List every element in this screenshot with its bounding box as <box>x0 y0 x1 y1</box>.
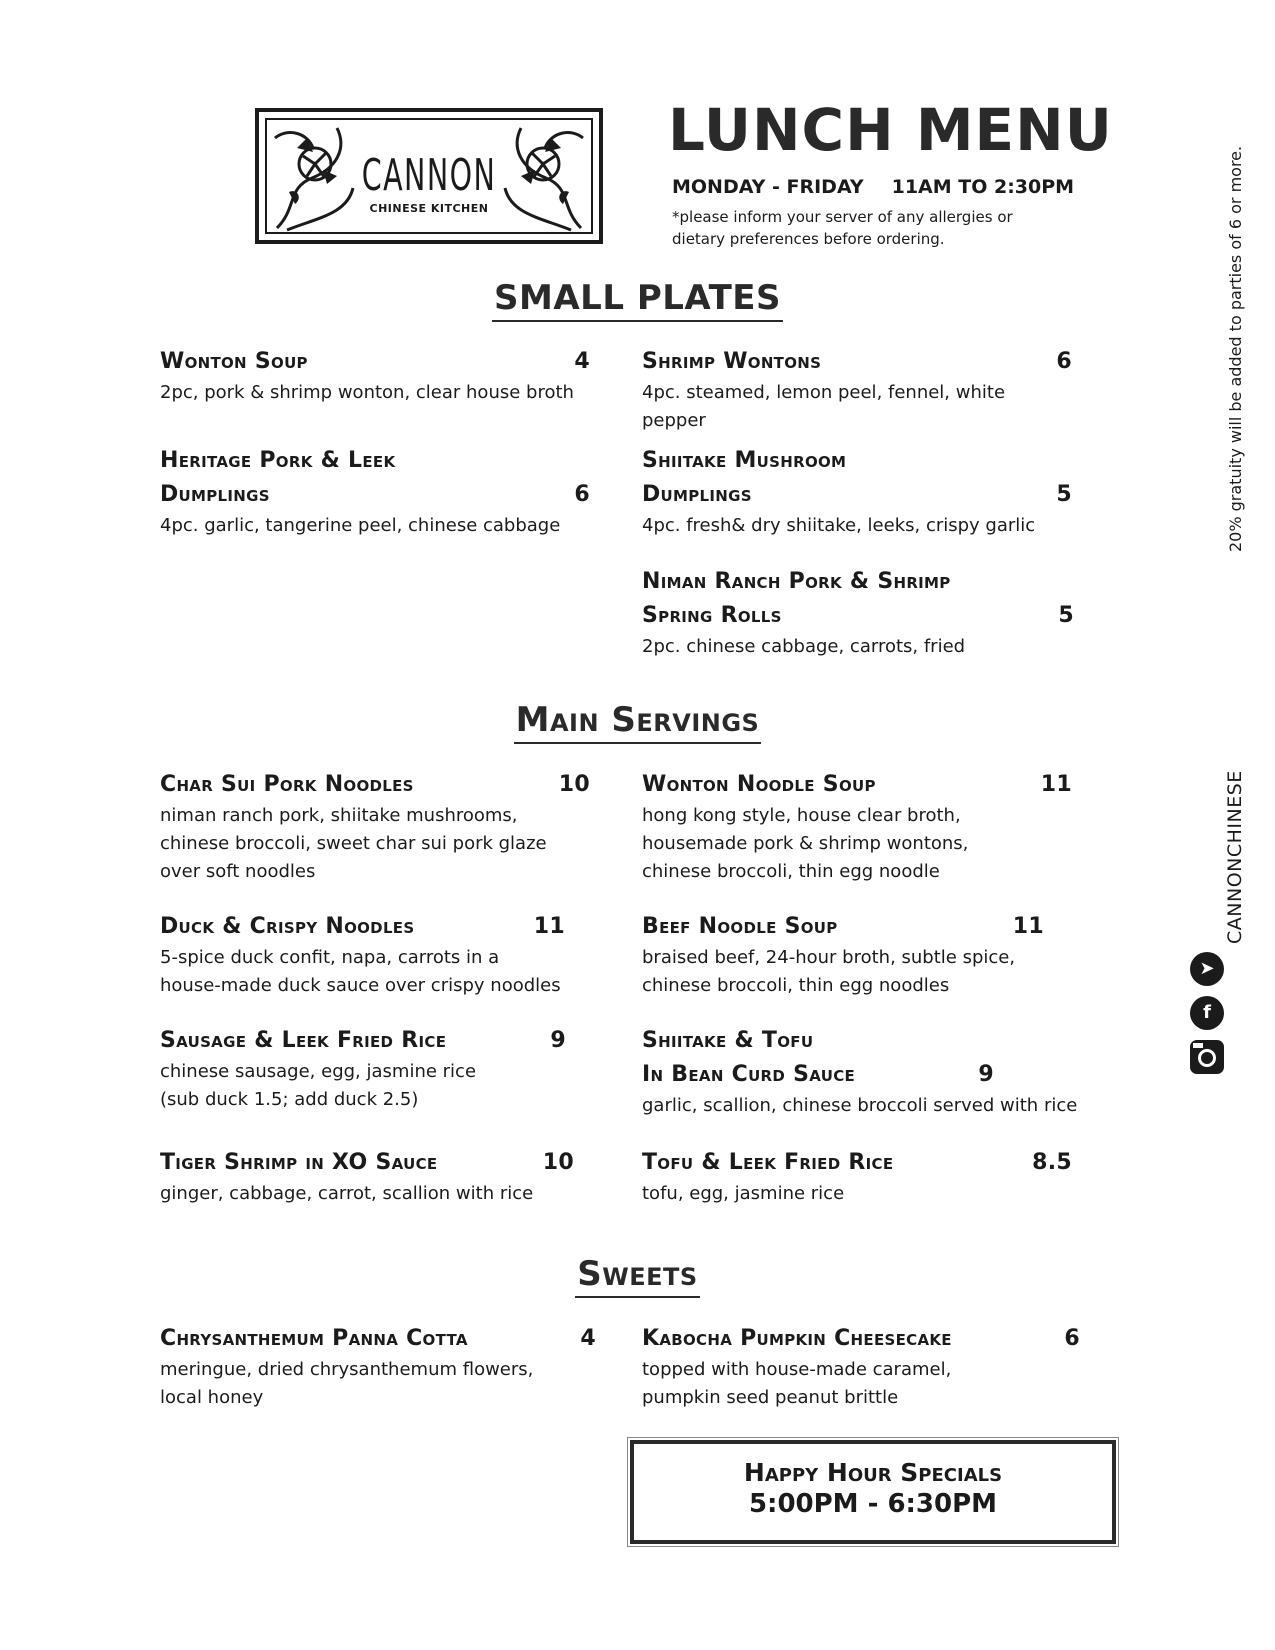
menu-item <box>642 910 1044 1000</box>
item-name: Shiitake Mushroom Dumplings <box>642 448 847 507</box>
item-name: Wonton Soup <box>160 349 308 374</box>
item-price: 9 <box>550 1028 566 1053</box>
item-description: 2pc, pork & shrimp wonton, clear house broth <box>160 382 574 403</box>
item-description: 2pc. chinese cabbage, carrots, fried <box>642 636 966 657</box>
item-price: 6 <box>1056 349 1072 374</box>
item-price: 11 <box>533 914 565 939</box>
happy-hour-title: Happy Hour Specials <box>743 1458 1003 1487</box>
item-price: 8.5 <box>1032 1150 1072 1175</box>
item-name: Beef Noodle Soup <box>642 914 838 939</box>
item-price: 6 <box>574 482 590 507</box>
item-price: 10 <box>558 772 590 797</box>
menu-item <box>160 768 590 886</box>
menu-item <box>160 1024 566 1114</box>
item-description: 4pc. fresh& dry shiitake, leeks, crispy garlic <box>642 515 1036 536</box>
logo-name: CANNON <box>361 150 497 201</box>
item-price: 5 <box>1056 482 1072 507</box>
item-description: tofu, egg, jasmine rice <box>642 1183 845 1204</box>
item-price: 11 <box>1040 772 1072 797</box>
section-title-sweets: Sweets <box>0 1254 1275 1298</box>
item-description: hong kong style, house clear broth, housemade pork & shrimp wontons, chinese broccoli, thin egg noodle <box>642 805 969 882</box>
service-days: MONDAY - FRIDAY <box>672 176 864 198</box>
menu-item <box>642 345 1072 435</box>
allergy-note: *please inform your server of any allergies or dietary preferences before ordering. <box>672 208 1013 248</box>
item-description: 5-spice duck confit, napa, carrots in a house-made duck sauce over crispy noodles <box>160 947 561 996</box>
item-price: 9 <box>978 1062 994 1087</box>
item-price: 10 <box>542 1150 574 1175</box>
facebook-icon: f <box>1190 996 1224 1030</box>
menu-item <box>160 1146 574 1208</box>
item-description: ginger, cabbage, carrot, scallion with rice <box>160 1183 534 1204</box>
item-price: 5 <box>1058 603 1074 628</box>
menu-item <box>160 1322 596 1412</box>
item-name: Duck & Crispy Noodles <box>160 914 415 939</box>
service-hours <box>672 176 1074 198</box>
item-name: Heritage Pork & Leek Dumplings <box>160 448 396 507</box>
gratuity-note: 20% gratuity will be added to parties of 6 or more. <box>1226 145 1245 552</box>
item-name: Tofu & Leek Fried Rice <box>642 1150 894 1175</box>
item-description: garlic, scallion, chinese broccoli served with rice <box>642 1095 1078 1116</box>
section-title-main-servings: Main Servings <box>0 700 1275 744</box>
item-name: Wonton Noodle Soup <box>642 772 876 797</box>
item-price: 6 <box>1064 1326 1080 1351</box>
item-description: braised beef, 24-hour broth, subtle spice, chinese broccoli, thin egg noodles <box>642 947 1016 996</box>
happy-hour-box <box>630 1440 1116 1544</box>
item-description: meringue, dried chrysanthemum flowers, local honey <box>160 1359 534 1408</box>
restaurant-logo <box>255 108 603 244</box>
instagram-icon <box>1190 1040 1224 1074</box>
twitter-icon: ➤ <box>1190 952 1224 986</box>
item-name: Shiitake & Tofu In Bean Curd Sauce <box>642 1028 856 1087</box>
item-description: 4pc. steamed, lemon peel, fennel, white pepper <box>642 382 1006 431</box>
menu-item <box>160 345 590 407</box>
menu-item <box>642 565 1074 661</box>
item-description: topped with house-made caramel, pumpkin seed peanut brittle <box>642 1359 952 1408</box>
item-name: Niman Ranch Pork & Shrimp Spring Rolls <box>642 569 951 628</box>
item-price: 4 <box>574 349 590 374</box>
item-name: Tiger Shrimp in XO Sauce <box>160 1150 438 1175</box>
menu-title: LUNCH MENU <box>668 96 1113 164</box>
item-description: chinese sausage, egg, jasmine rice (sub duck 1.5; add duck 2.5) <box>160 1061 477 1110</box>
menu-item <box>642 1322 1080 1412</box>
social-handle: CANNONCHINESE <box>1224 770 1246 944</box>
service-time: 11AM TO 2:30PM <box>891 176 1075 198</box>
item-description: 4pc. garlic, tangerine peel, chinese cabbage <box>160 515 561 536</box>
item-name: Char Sui Pork Noodles <box>160 772 414 797</box>
menu-item <box>160 910 565 1000</box>
menu-item <box>642 768 1072 886</box>
logo-subtitle: CHINESE KITCHEN <box>369 202 489 215</box>
menu-item <box>642 444 1072 540</box>
item-name: Shrimp Wontons <box>642 349 822 374</box>
happy-hour-time: 5:00PM - 6:30PM <box>748 1489 998 1519</box>
item-name: Kabocha Pumpkin Cheesecake <box>642 1326 952 1351</box>
menu-item <box>642 1146 1072 1208</box>
menu-item <box>642 1024 1078 1120</box>
item-name: Chrysanthemum Panna Cotta <box>160 1326 468 1351</box>
item-price: 11 <box>1012 914 1044 939</box>
item-price: 4 <box>580 1326 596 1351</box>
section-title-small-plates: SMALL PLATES <box>0 278 1275 322</box>
menu-item <box>160 444 590 540</box>
item-description: niman ranch pork, shiitake mushrooms, chinese broccoli, sweet char sui pork glaze over soft noodles <box>160 805 547 882</box>
item-name: Sausage & Leek Fried Rice <box>160 1028 447 1053</box>
